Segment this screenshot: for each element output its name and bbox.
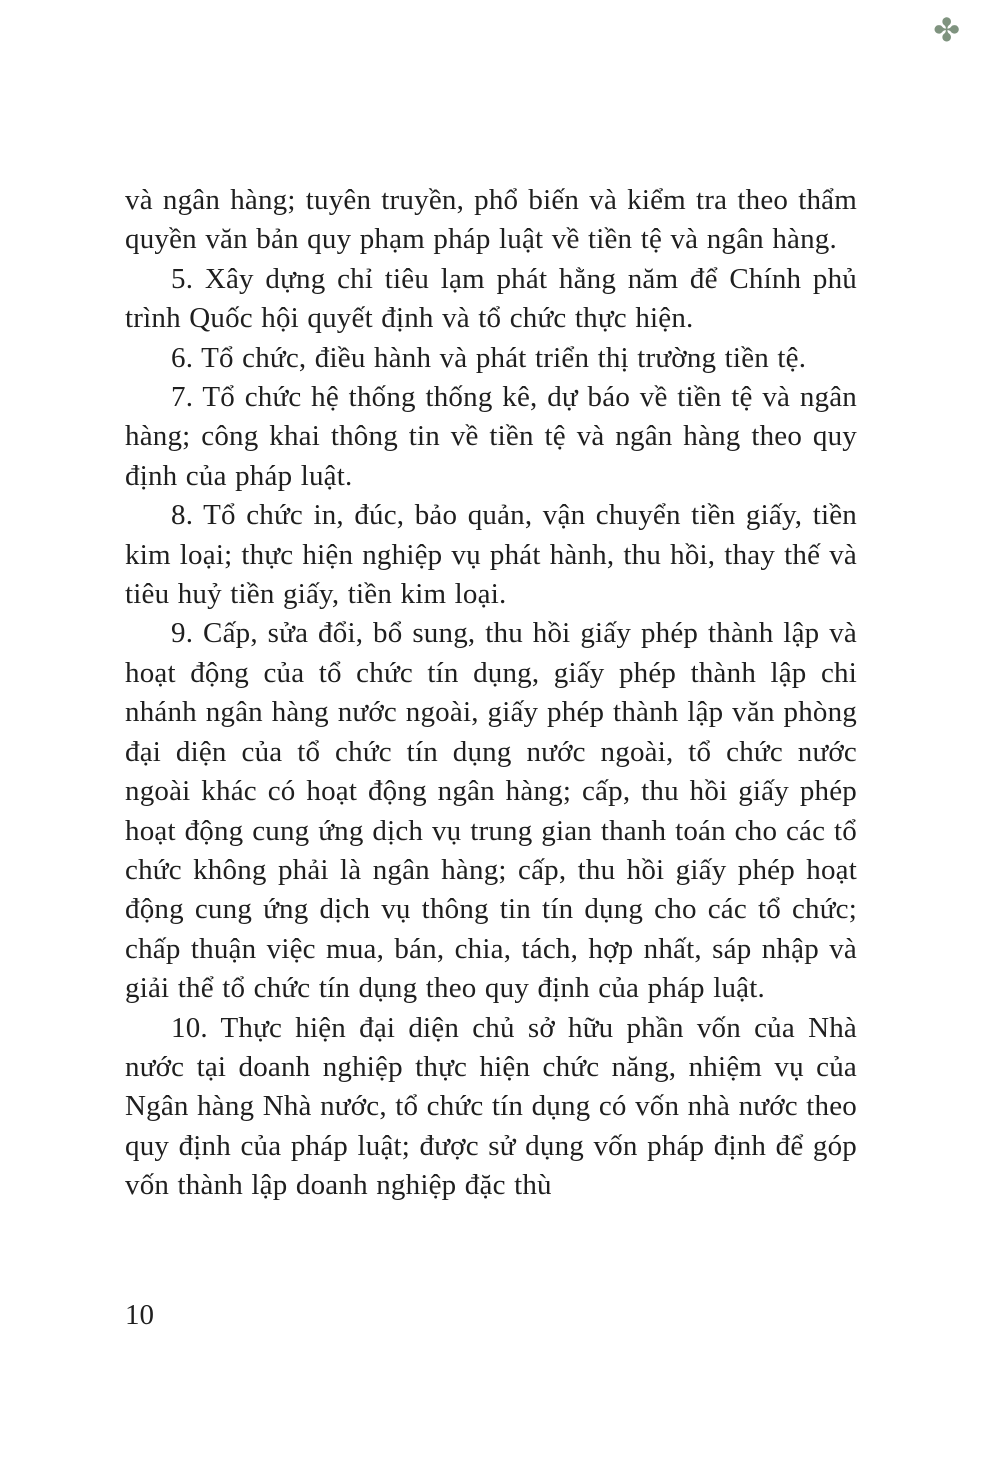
paragraph-continuation: và ngân hàng; tuyên truyền, phổ biến và kiểm tra theo thẩm quyền văn bản quy phạm pháp luật về tiền tệ và ngân hàng. [125, 184, 857, 256]
paragraph-item-5: 5. Xây dựng chỉ tiêu lạm phát hằng năm để Chính phủ trình Quốc hội quyết định và tổ chức thực hiện. [125, 262, 857, 335]
paragraph-item-6: 6. Tổ chức, điều hành và phát triển thị trường tiền tệ. [171, 341, 807, 374]
paragraph-item-9: 9. Cấp, sửa đổi, bổ sung, thu hồi giấy phép thành lập và hoạt động của tổ chức tín dụng, giấy phép thành lập chi nhánh ngân hàng nước ngoài, giấy phép thành lập văn phòng đại diện của tổ chức tín dụng nước ngoài, tổ chức nước ngoài khác có hoạt động ngân hàng; cấp, thu hồi giấy phép hoạt động cung ứng dịch vụ trung gian thanh toán cho các tổ chức không phải là ngân hàng; cấp, thu hồi giấy phép hoạt động cung ứng dịch vụ thông tin tín dụng cho các tổ chức; chấp thuận việc mua, bán, chia, tách, hợp nhất, sáp nhập và giải thể tổ chức tín dụng theo quy định của pháp luật. [125, 617, 857, 1005]
paragraph-item-8: 8. Tổ chức in, đúc, bảo quản, vận chuyển tiền giấy, tiền kim loại; thực hiện nghiệp vụ phát hành, thu hồi, thay thế và tiêu huỷ tiền giấy, tiền kim loại. [125, 499, 857, 611]
page-number: 10 [125, 1299, 154, 1331]
paragraph-item-10: 10. Thực hiện đại diện chủ sở hữu phần vốn của Nhà nước tại doanh nghiệp thực hiện chức năng, nhiệm vụ của Ngân hàng Nhà nước, tổ chức tín dụng có vốn nhà nước theo quy định của pháp luật; được sử dụng vốn pháp định để góp vốn thành lập doanh nghiệp đặc thù [125, 1011, 857, 1202]
paragraph-item-7: 7. Tổ chức hệ thống thống kê, dự báo về tiền tệ và ngân hàng; công khai thông tin về tiền tệ và ngân hàng theo quy định của pháp luật. [125, 381, 857, 492]
flower-ornament-icon: ✤ [933, 12, 960, 48]
body-text [125, 181, 857, 1206]
